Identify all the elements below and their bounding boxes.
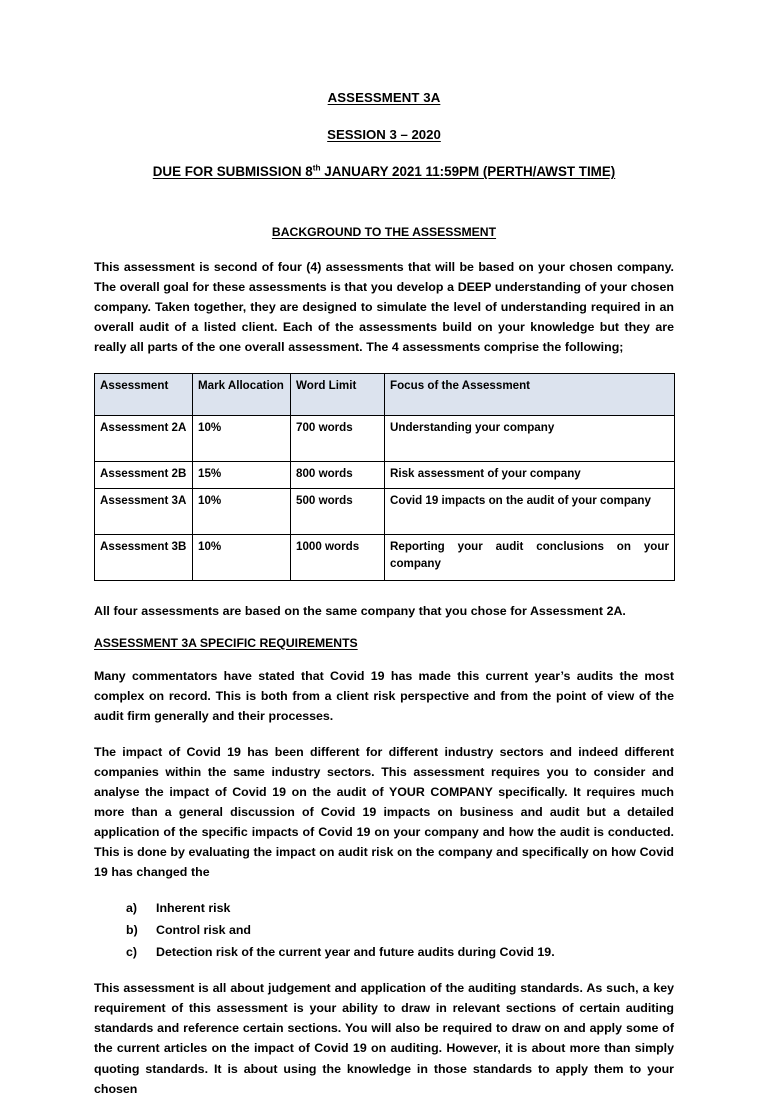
risk-type-list	[94, 899, 674, 963]
list-item-label: Inherent risk	[156, 900, 231, 915]
table-header-word-limit: Word Limit	[291, 374, 385, 416]
list-marker: b)	[126, 922, 138, 937]
table-row	[95, 416, 675, 462]
title-block	[94, 90, 674, 179]
cell-assessment: Assessment 2B	[95, 462, 193, 489]
cell-focus: Reporting your audit conclusions on your company	[385, 535, 675, 581]
due-date-prefix: DUE FOR SUBMISSION 8	[152, 164, 313, 179]
list-marker: a)	[126, 900, 138, 915]
background-heading: BACKGROUND TO THE ASSESSMENT	[271, 225, 497, 239]
due-date-heading	[94, 164, 674, 179]
table-header-focus: Focus of the Assessment	[385, 374, 675, 416]
your-company-emphasis: YOUR COMPANY	[389, 785, 493, 800]
table-header-mark-allocation: Mark Allocation	[193, 374, 291, 416]
after-table-note: All four assessments are based on the same company that you chose for Assessment 2A.	[94, 604, 626, 619]
cell-focus: Understanding your company	[385, 416, 675, 462]
cell-words: 1000 words	[291, 535, 385, 581]
background-paragraph: This assessment is second of four (4) assessments that will be based on your chosen company. The overall goal for these assessments is that you develop a DEEP understanding of your chosen company. Taken together, they are designed to simulate the level of understanding required in an overall audit of a listed client. Each of the assessments build on your knowledge but they are really all parts of the one overall assessment. The 4 assessments comprise the following;	[94, 260, 674, 355]
due-date-ordinal-suffix: th	[312, 162, 321, 173]
table-row	[95, 535, 675, 581]
table-header-row	[95, 374, 675, 416]
cell-words: 700 words	[291, 416, 385, 462]
cell-mark: 10%	[193, 416, 291, 462]
cell-assessment: Assessment 3A	[95, 489, 193, 535]
cell-words: 800 words	[291, 462, 385, 489]
list-item	[126, 921, 674, 940]
table-row	[95, 489, 675, 535]
cell-assessment: Assessment 3B	[95, 535, 193, 581]
list-item	[126, 943, 674, 962]
requirements-paragraph-3: This assessment is all about judgement and application of the auditing standards. As such, a key requirement of this assessment is your ability to draw in relevant sections of certain auditing standards and reference certain sections. You will also be required to draw on and apply some of the current articles on the impact of Covid 19 on auditing. However, it is about more than simply quoting standards. It is about using the knowledge in those standards to apply them to your chosen	[94, 981, 674, 1096]
cell-words: 500 words	[291, 489, 385, 535]
due-date-suffix: JANUARY 2021 11:59PM (PERTH/AWST TIME)	[320, 164, 616, 179]
cell-mark: 10%	[193, 489, 291, 535]
cell-focus: Covid 19 impacts on the audit of your company	[385, 489, 675, 535]
cell-assessment: Assessment 2A	[95, 416, 193, 462]
paragraph-2-part2: specifically. It requires much more than a general discussion of Covid 19 impacts on business and audit but a detailed application of the specific impacts of Covid 19 on your company and how the audit is conducted. This is done by evaluating the impact on audit risk on the company and specifically on how Covid 19 has changed the	[94, 785, 674, 880]
list-item-label: Control risk and	[156, 922, 252, 937]
list-item-label: Detection risk of the current year and future audits during Covid 19.	[156, 944, 555, 959]
assessments-table	[94, 373, 675, 581]
requirements-heading: ASSESSMENT 3A SPECIFIC REQUIREMENTS	[94, 635, 358, 650]
cell-mark: 10%	[193, 535, 291, 581]
list-item	[126, 899, 674, 918]
requirements-paragraph-2	[94, 742, 674, 883]
cell-mark: 15%	[193, 462, 291, 489]
table-header-assessment: Assessment	[95, 374, 193, 416]
document-content	[94, 90, 674, 1099]
list-marker: c)	[126, 944, 138, 959]
page-title: ASSESSMENT 3A	[327, 90, 441, 105]
paragraph-2-part1: The impact of Covid 19 has been different for different industry sectors and indeed different companies within the same industry sectors. This assessment requires you to consider and analyse the impact of Covid 19 on the audit of	[94, 744, 674, 800]
table-row	[95, 462, 675, 489]
cell-focus: Risk assessment of your company	[385, 462, 675, 489]
session-subtitle: SESSION 3 – 2020	[327, 127, 441, 142]
requirements-paragraph-1: Many commentators have stated that Covid 19 has made this current year’s audits the most complex on record. This is both from a client risk perspective and from the point of view of the audit firm generally and their processes.	[94, 668, 674, 723]
